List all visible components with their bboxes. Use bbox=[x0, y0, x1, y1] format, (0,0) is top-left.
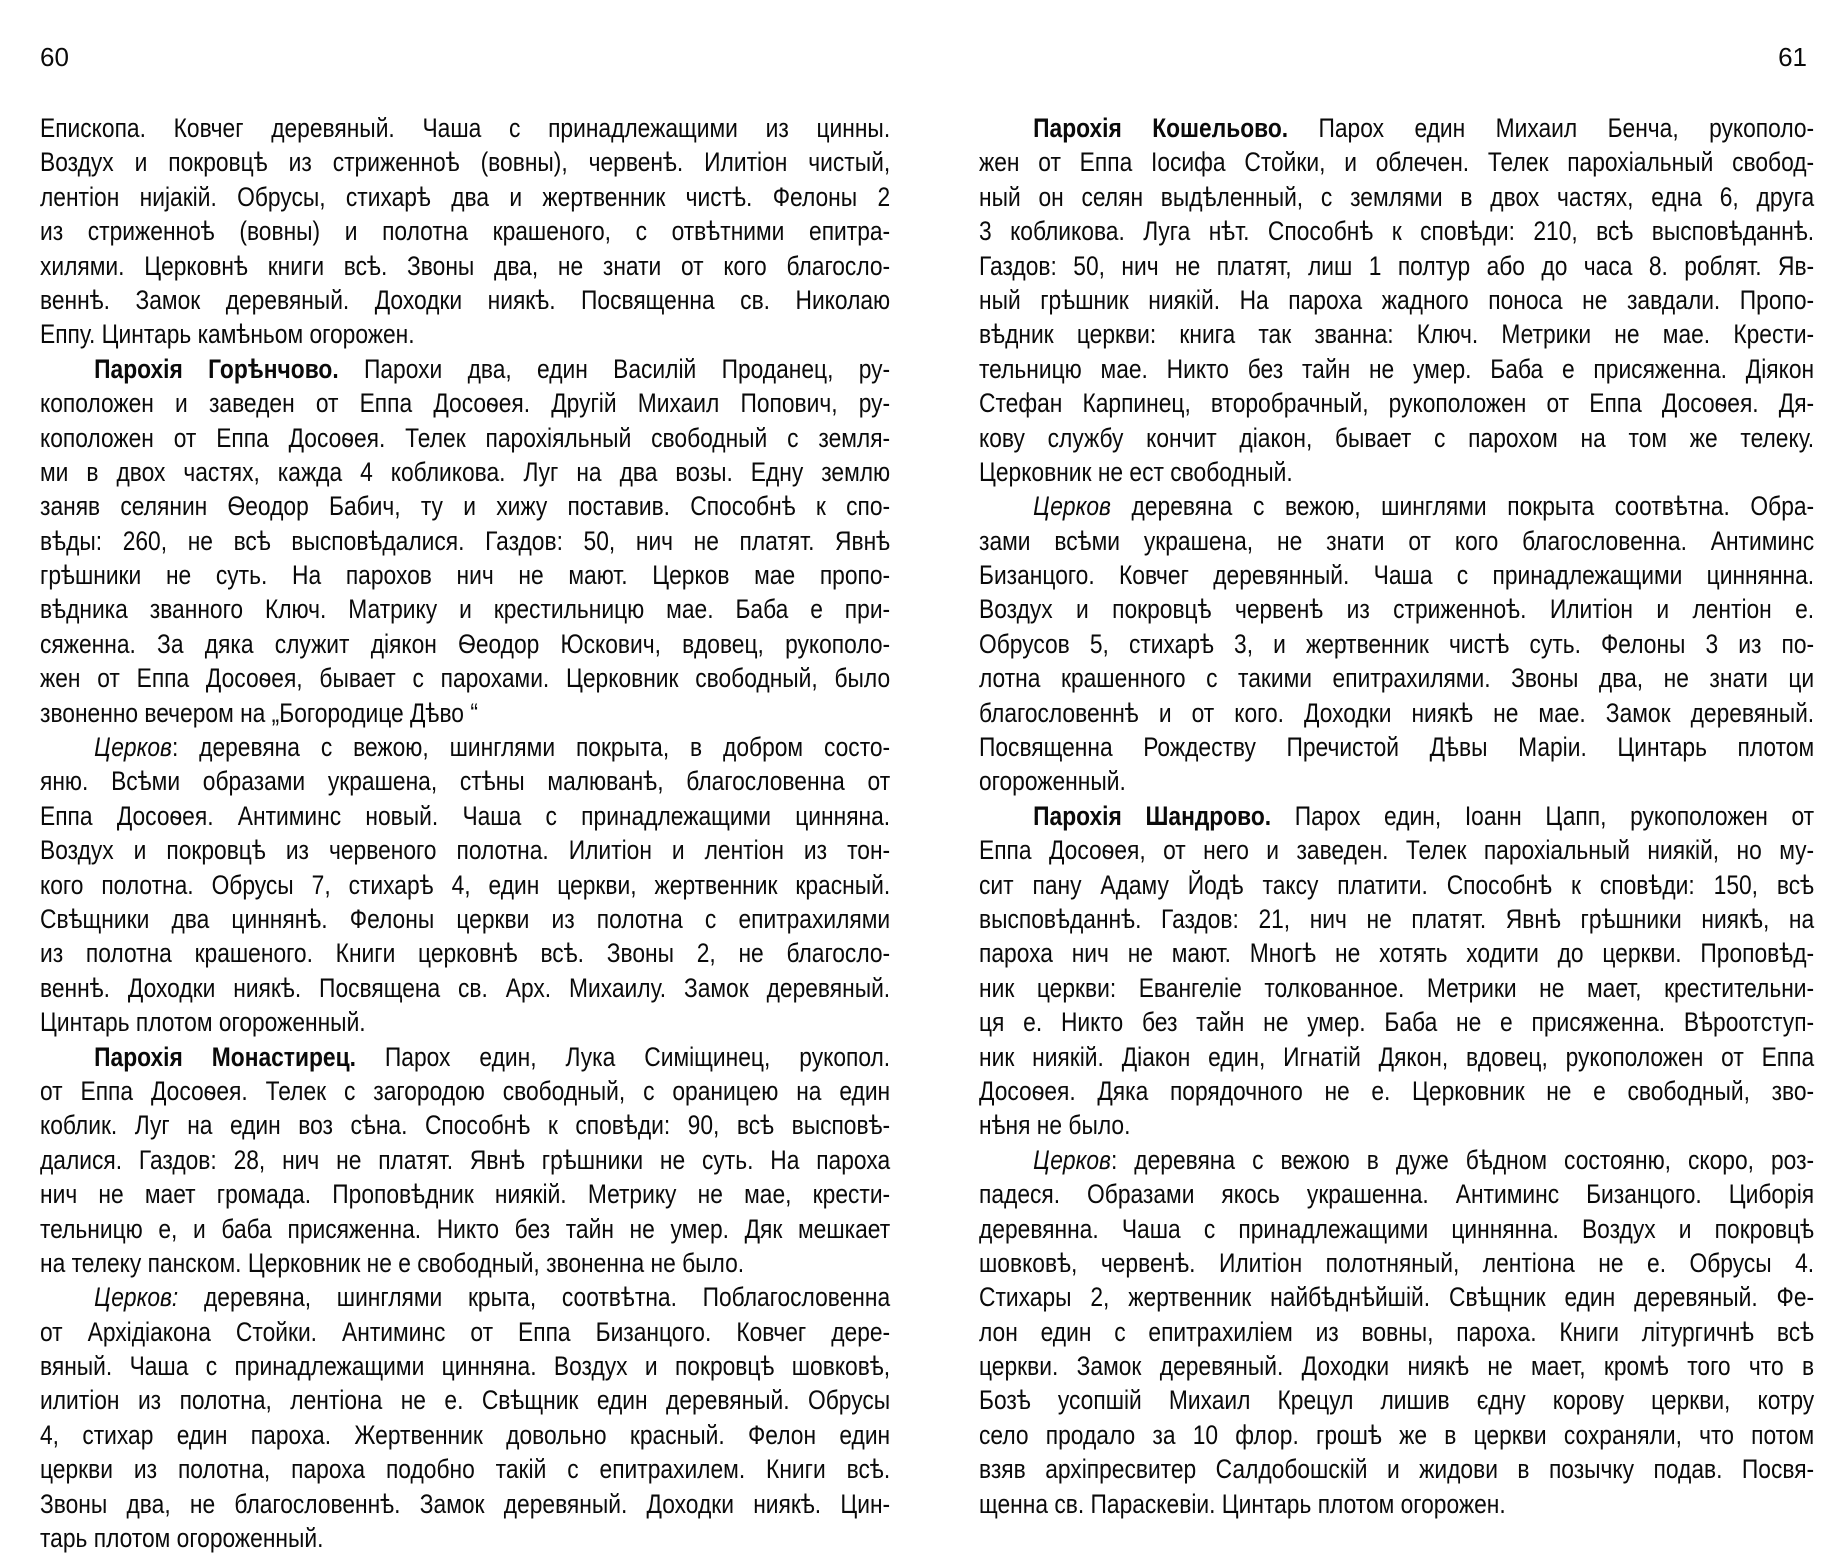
text-line bbox=[979, 1315, 1814, 1349]
line-text: ный он селян выдѣленный, с землями в двох частях, една 6, друга bbox=[979, 181, 1815, 212]
text-line bbox=[979, 249, 1814, 283]
text-line bbox=[40, 1383, 890, 1417]
line-text: Воздух и покровцѣ из стриженноѣ (вовны), червенѣ. Илитіон чистый, bbox=[40, 147, 891, 178]
subsection-label: Церков bbox=[94, 732, 172, 763]
text-line bbox=[979, 902, 1814, 936]
text-line bbox=[979, 180, 1814, 214]
line-text: Еппа Досоѳея, от него и заведен. Телек парохіальный ниякій, но му- bbox=[979, 835, 1815, 866]
section-heading: Парохія Горѣнчово. bbox=[94, 353, 339, 384]
line-text: Епископа. Ковчег деревяный. Чаша с принадлежащими из цинны. bbox=[40, 113, 891, 143]
text-line bbox=[979, 1108, 1814, 1142]
text-line bbox=[979, 455, 1814, 489]
line-text: сяженна. За дяка служит діякон Ѳеодор Юскович, вдовец, рукополо- bbox=[40, 628, 891, 659]
line-text: нѣня не было. bbox=[979, 1110, 1131, 1141]
line-text: из полотна крашеного. Книги церковнѣ всѣ. Звоны 2, не благосло- bbox=[40, 938, 891, 969]
text-line bbox=[40, 1315, 890, 1349]
text-line bbox=[979, 1246, 1814, 1280]
text-line bbox=[40, 352, 890, 386]
line-text: Звоны два, не благословеннѣ. Замок деревяный. Доходки ниякѣ. Цин- bbox=[40, 1488, 891, 1519]
line-text: Воздух и покровцѣ червенѣ из стриженноѣ. Илитіон и лентіон е. bbox=[979, 594, 1815, 625]
text-line bbox=[40, 1521, 890, 1555]
line-text: щенна св. Параскевіи. Цинтарь плотом огорожен. bbox=[979, 1488, 1506, 1519]
text-line bbox=[40, 730, 890, 764]
text-line bbox=[979, 1383, 1814, 1417]
line-text: от Архідіакона Стойки. Антиминс от Еппа Бизанцого. Ковчег дере- bbox=[40, 1316, 891, 1347]
text-line bbox=[40, 1177, 890, 1211]
page-number: 60 bbox=[40, 42, 69, 72]
text-line bbox=[40, 1040, 890, 1074]
line-text: Бизанцого. Ковчег деревянный. Чаша с принадлежащими циннянна. bbox=[979, 560, 1815, 591]
text-line bbox=[40, 764, 890, 798]
text-line bbox=[40, 386, 890, 420]
line-text: яню. Всѣми образами украшена, стѣны малюванѣ, благословенна от bbox=[40, 766, 891, 797]
text-line bbox=[979, 627, 1814, 661]
text-line bbox=[40, 936, 890, 970]
text-line bbox=[979, 386, 1814, 420]
text-line bbox=[40, 455, 890, 489]
line-text: Парох един, Лука Симіщинец, рукопол. bbox=[355, 1041, 891, 1072]
line-text: Цинтарь плотом огороженный. bbox=[40, 1007, 366, 1038]
text-line bbox=[979, 1040, 1814, 1074]
text-line bbox=[40, 1143, 890, 1177]
line-text: падеся. Образами якось украшенна. Антиминс Бизанцого. Циборія bbox=[979, 1179, 1815, 1210]
line-text: лентіон нијакій. Обрусы, стихарѣ два и жертвенник чистѣ. Фелоны 2 bbox=[40, 181, 891, 212]
text-line bbox=[979, 1177, 1814, 1211]
text-line bbox=[979, 1418, 1814, 1452]
line-text: от Еппа Досоѳея. Телек с загородою свободный, с ораницею на един bbox=[40, 1075, 891, 1106]
text-line bbox=[979, 868, 1814, 902]
line-text: далися. Газдов: 28, нич не платят. Явнѣ грѣшники не суть. На пароха bbox=[40, 1144, 891, 1175]
text-line bbox=[40, 799, 890, 833]
line-text: звоненно вечером на „Богородице Дѣво “ bbox=[40, 697, 478, 728]
text-line bbox=[979, 524, 1814, 558]
text-line bbox=[40, 971, 890, 1005]
text-line bbox=[40, 1452, 890, 1486]
text-line bbox=[40, 661, 890, 695]
line-text: ник ниякій. Діакон един, Игнатій Дякон, вдовец, рукоположен от Еппа bbox=[979, 1041, 1815, 1072]
line-text: деревянна. Чаша с принадлежащими циннянна. Воздух и покровцѣ bbox=[979, 1213, 1815, 1244]
line-text: Свѣщники два циннянѣ. Фелоны церкви из полотна с епитрахилями bbox=[40, 903, 891, 934]
text-line bbox=[979, 1074, 1814, 1108]
line-text: жен от Еппа Іосифа Стойки, и облечен. Телек парохіальный свобод- bbox=[979, 147, 1815, 178]
text-line bbox=[979, 1349, 1814, 1383]
line-text: деревяна с вежою, шинглями покрыта соотвѣтна. Обра- bbox=[1110, 491, 1815, 522]
text-line bbox=[40, 283, 890, 317]
right-page bbox=[923, 0, 1823, 1519]
line-text: кого полотна. Обрусы 7, стихарѣ 4, един церкви, жертвенник красный. bbox=[40, 869, 891, 900]
text-line bbox=[979, 1005, 1814, 1039]
text-line bbox=[979, 764, 1814, 798]
line-text: ник церкви: Евангеліе толкованное. Метрики не мает, крестительни- bbox=[979, 972, 1815, 1003]
text-line bbox=[40, 696, 890, 730]
line-text: грѣшники не суть. На парохов нич не мают. Церков мае пропо- bbox=[40, 560, 891, 591]
line-text: лон един с епитрахиліем из вовны, пароха. Книги літургичнѣ всѣ bbox=[979, 1316, 1815, 1347]
line-text: 3 кобликова. Луга нѣт. Способнѣ к сповѣди: 210, всѣ высповѣданнѣ. bbox=[979, 216, 1815, 247]
text-line bbox=[979, 1280, 1814, 1314]
text-line bbox=[40, 1487, 890, 1521]
line-text: Воздух и покровцѣ из червеного полотна. Илитіон и лентіон из тон- bbox=[40, 835, 891, 866]
text-line bbox=[979, 971, 1814, 1005]
line-text: вѣдник церкви: книга так званна: Ключ. Метрики не мае. Крести- bbox=[979, 319, 1815, 350]
line-text: церкви. Замок деревяный. Доходки ниякѣ не мает, кромѣ того что в bbox=[979, 1351, 1815, 1382]
text-line bbox=[979, 1452, 1814, 1486]
line-text: шовковѣ, червенѣ. Илитіон полотняный, лентіона не е. Обрусы 4. bbox=[979, 1247, 1815, 1278]
text-line bbox=[40, 1005, 890, 1039]
line-text: Парох един Михаил Бенча, рукополо- bbox=[1288, 113, 1815, 143]
text-line bbox=[40, 592, 890, 626]
line-text: вѣды: 260, не всѣ высповѣдалися. Газдов: 50, нич не платят. Явнѣ bbox=[40, 525, 891, 556]
line-text: деревяна, шинглями крыта, соотвѣтна. Поблагословенна bbox=[178, 1282, 891, 1313]
line-text: благословеннѣ и от кого. Доходки ниякѣ не мае. Замок деревяный. bbox=[979, 697, 1815, 728]
text-line bbox=[979, 489, 1814, 523]
line-text: Досоѳея. Дяка порядочного не е. Церковник не е свободный, зво- bbox=[979, 1075, 1815, 1106]
line-text: ця е. Никто без тайн не умер. Баба не е присяженна. Вѣроотступ- bbox=[979, 1007, 1815, 1038]
text-line bbox=[979, 1487, 1814, 1521]
line-text: заняв селянин Ѳеодор Бабич, ту и хижу поставив. Способнѣ к спо- bbox=[40, 491, 891, 522]
line-text: ми в двох частях, кажда 4 кобликова. Луг на два возы. Едну землю bbox=[40, 456, 891, 487]
text-line bbox=[40, 868, 890, 902]
line-text: взяв архіпресвитер Салдобошскій и жидови в позычку подав. Посвя- bbox=[979, 1454, 1815, 1485]
text-line bbox=[40, 111, 890, 145]
text-line bbox=[40, 489, 890, 523]
text-line bbox=[40, 214, 890, 248]
line-text: жен от Еппа Досоѳея, бывает с парохами. Церковник свободный, было bbox=[40, 663, 891, 694]
line-text: Церковник не ест свободный. bbox=[979, 456, 1293, 487]
section-heading: Парохія Кошельово. bbox=[1033, 113, 1289, 143]
line-text: тарь плотом огороженный. bbox=[40, 1523, 324, 1554]
text-line bbox=[40, 317, 890, 351]
text-line bbox=[979, 558, 1814, 592]
line-text: нич не мает громада. Проповѣдник ниякій. Метрику не мае, крести- bbox=[40, 1179, 891, 1210]
line-text: тельницю мае. Никто без тайн не умер. Баба е присяженна. Діякон bbox=[979, 353, 1815, 384]
line-text: : деревяна с вежою, шинглями покрыта, в добром состо- bbox=[171, 732, 891, 763]
line-text: кову службу кончит діакон, бывает с парохом на том же телеку. bbox=[979, 422, 1815, 453]
text-line bbox=[40, 627, 890, 661]
line-text: Стефан Карпинец, второбрачный, рукоположен от Еппа Досоѳея. Дя- bbox=[979, 388, 1815, 419]
text-column bbox=[979, 111, 1814, 1521]
text-line bbox=[979, 111, 1814, 145]
text-line bbox=[979, 145, 1814, 179]
line-text: из стриженноѣ (вовны) и полотна крашеного, с отвѣтними епитра- bbox=[40, 216, 891, 247]
text-line bbox=[979, 592, 1814, 626]
line-text: веннѣ. Замок деревяный. Доходки ниякѣ. Посвященна св. Николаю bbox=[40, 284, 891, 315]
line-text: веннѣ. Доходки ниякѣ. Посвящена св. Арх. Михаилу. Замок деревяный. bbox=[40, 972, 891, 1003]
text-line bbox=[979, 730, 1814, 764]
text-line bbox=[40, 421, 890, 455]
text-line bbox=[979, 833, 1814, 867]
page-number: 61 bbox=[1778, 42, 1807, 72]
line-text: Еппу. Цинтарь камѣньом огорожен. bbox=[40, 319, 415, 350]
line-text: вяный. Чаша с принадлежащими цинняна. Воздух и покровцѣ шовковѣ, bbox=[40, 1351, 891, 1382]
subsection-label: Церков bbox=[1033, 491, 1111, 522]
text-line bbox=[40, 902, 890, 936]
line-text: 4, стихар един пароха. Жертвенник довольно красный. Фелон един bbox=[40, 1419, 891, 1450]
text-column bbox=[40, 111, 890, 1555]
text-line bbox=[40, 558, 890, 592]
line-text: Посвященна Рождеству Пречистой Дѣвы Маріи. Цинтарь плотом bbox=[979, 732, 1815, 763]
line-text: Бозѣ усопшій Михаил Крецул лишив єдну корову церкви, котру bbox=[979, 1385, 1815, 1416]
text-line bbox=[40, 145, 890, 179]
text-line bbox=[40, 1280, 890, 1314]
line-text: церкви из полотна, пароха подобно такій с епитрахилем. Книги всѣ. bbox=[40, 1454, 891, 1485]
text-line bbox=[40, 1418, 890, 1452]
line-text: зами всѣми украшена, не знати от кого благословенна. Антиминс bbox=[979, 525, 1815, 556]
line-text: коположен и заведен от Еппа Досоѳея. Другій Михаил Попович, ру- bbox=[40, 388, 891, 419]
line-text: огороженный. bbox=[979, 766, 1126, 797]
text-line bbox=[40, 180, 890, 214]
line-text: Парохи два, един Василій Проданец, ру- bbox=[338, 353, 891, 384]
section-heading: Парохія Шандрово. bbox=[1033, 800, 1272, 831]
text-line bbox=[40, 1246, 890, 1280]
line-text: пароха нич не мают. Многѣ не хотять ходити до церкви. Проповѣд- bbox=[979, 938, 1815, 969]
line-text: Парох един, Іоанн Цапп, рукоположен от bbox=[1271, 800, 1815, 831]
line-text: село продало за 10 флор. грошѣ же в церкви сохраняли, что потом bbox=[979, 1419, 1815, 1450]
text-line bbox=[979, 421, 1814, 455]
text-line bbox=[979, 214, 1814, 248]
text-line bbox=[40, 1108, 890, 1142]
text-line bbox=[40, 524, 890, 558]
line-text: илитіон из полотна, лентіона не е. Свѣщник един деревяный. Обрусы bbox=[40, 1385, 891, 1416]
text-line bbox=[979, 661, 1814, 695]
text-line bbox=[979, 317, 1814, 351]
left-page bbox=[0, 0, 900, 1554]
subsection-label: Церков bbox=[1033, 1144, 1111, 1175]
text-line bbox=[40, 1212, 890, 1246]
line-text: Газдов: 50, нич не платят, лиш 1 полтур або до часа 8. роблят. Яв- bbox=[979, 250, 1815, 281]
section-heading: Парохія Монастирец. bbox=[94, 1041, 356, 1072]
line-text: Стихары 2, жертвенник найбѣднѣйшій. Свѣщник един деревяный. Фе- bbox=[979, 1282, 1815, 1313]
text-line bbox=[979, 696, 1814, 730]
line-text: Обрусов 5, стихарѣ 3, и жертвенник чистѣ суть. Фелоны 3 из по- bbox=[979, 628, 1815, 659]
text-line bbox=[40, 1074, 890, 1108]
text-line bbox=[979, 1212, 1814, 1246]
text-line bbox=[979, 936, 1814, 970]
line-text: на телеку панском. Церковник не е свободный, звоненна не было. bbox=[40, 1247, 745, 1278]
line-text: высповѣданнѣ. Газдов: 21, нич не платят. Явнѣ грѣшники ниякѣ, на bbox=[979, 903, 1815, 934]
line-text: вѣдника званного Ключ. Матрику и крестильницю мае. Баба е при- bbox=[40, 594, 891, 625]
line-text: коположен от Еппа Досоѳея. Телек парохіяльный свободный с земля- bbox=[40, 422, 891, 453]
subsection-label: Церков: bbox=[94, 1282, 179, 1313]
text-line bbox=[40, 249, 890, 283]
text-line bbox=[979, 352, 1814, 386]
text-line bbox=[979, 799, 1814, 833]
text-line bbox=[979, 283, 1814, 317]
line-text: тельницю е, и баба присяженна. Никто без тайн не умер. Дяк мешкает bbox=[40, 1213, 891, 1244]
line-text: сит пану Адаму Йодѣ таксу платити. Способнѣ к сповѣди: 150, всѣ bbox=[979, 869, 1815, 900]
text-line bbox=[40, 1349, 890, 1383]
text-line bbox=[979, 1143, 1814, 1177]
line-text: лотна крашенного с такими епитрахилями. Звоны два, не знати ци bbox=[979, 663, 1815, 694]
line-text: ный грѣшник ниякій. На пароха жадного поноса не завдали. Пропо- bbox=[979, 284, 1815, 315]
text-line bbox=[40, 833, 890, 867]
line-text: Еппа Досоѳея. Антиминс новый. Чаша с принадлежащими цинняна. bbox=[40, 800, 891, 831]
line-text: хилями. Церковнѣ книги всѣ. Звоны два, не знати от кого благосло- bbox=[40, 250, 891, 281]
line-text: : деревяна с вежою в дуже бѣдном состояню, скоро, роз- bbox=[1110, 1144, 1815, 1175]
line-text: коблик. Луг на един воз сѣна. Способнѣ к сповѣди: 90, всѣ высповѣ- bbox=[40, 1110, 891, 1141]
